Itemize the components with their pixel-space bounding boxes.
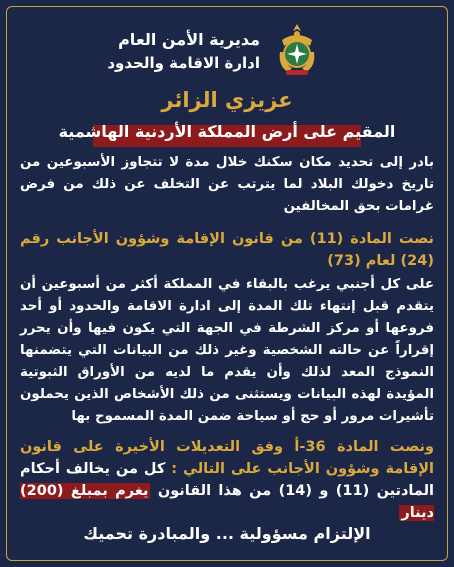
intro-paragraph: بادر إلى تحديد مكان سكنك خلال مدة لا تتجاوز الأسبوعين من تاريخ دخولك البلاد لما يترتب عن التخلف عن ذلك من فرض غرامات بحق المخالفين: [20, 155, 434, 214]
fine-highlight: يغرم بمبلغ (200) دينار: [20, 483, 434, 521]
header: [0, 12, 454, 82]
amendment-paragraph: [20, 436, 434, 524]
article-body: على كل أجنبي يرغب بالبقاء في المملكة أكثر من أسبوعين أن يتقدم قبل إنتهاء تلك المدة إلى ادارة الاقامة والحدود أو أحد فروعها أو مركز الشرطة في الجهة التي يكون فيها وأن يحرر إقراراً عن حالته الشخصية وغير ذلك من البيانات التي يتضمنها النموذج المعد لذلك وأن يقدم ما لديه من الأوراق الثبوتية المؤيدة لهذه البيانات ويستثنى من ذلك الأشخاص الذين يحملون تأشيرات مرور أو حج أو سياحة ضمن المدة المسموح بها: [20, 277, 434, 424]
footer-slogan: الإلتزام مسؤولية ... والمبادرة تحميك: [83, 524, 371, 543]
org-name-line2: ادارة الاقامة والحدود: [107, 54, 260, 72]
amendment-gold-text: ونصت المادة 36-أ وفق التعديلات الأخيرة على قانون الإقامة وشؤون الأجانب على التالي :: [20, 439, 434, 477]
article-heading: نصت المادة (11) من قانون الإقامة وشؤون الأجانب رقم (24) لعام (73): [20, 231, 434, 269]
greeting-heading: عزيزي الزائر: [161, 88, 293, 112]
public-security-crest-icon: [274, 22, 320, 78]
org-name-line1: مديرية الأمن العام: [118, 30, 260, 49]
amendment-white-text: كل من يخالف أحكام المادتين (11) و (14) من هذا القانون: [20, 461, 435, 499]
banner-text: المقيم على أرض المملكة الأردنية الهاشمية: [58, 122, 396, 141]
